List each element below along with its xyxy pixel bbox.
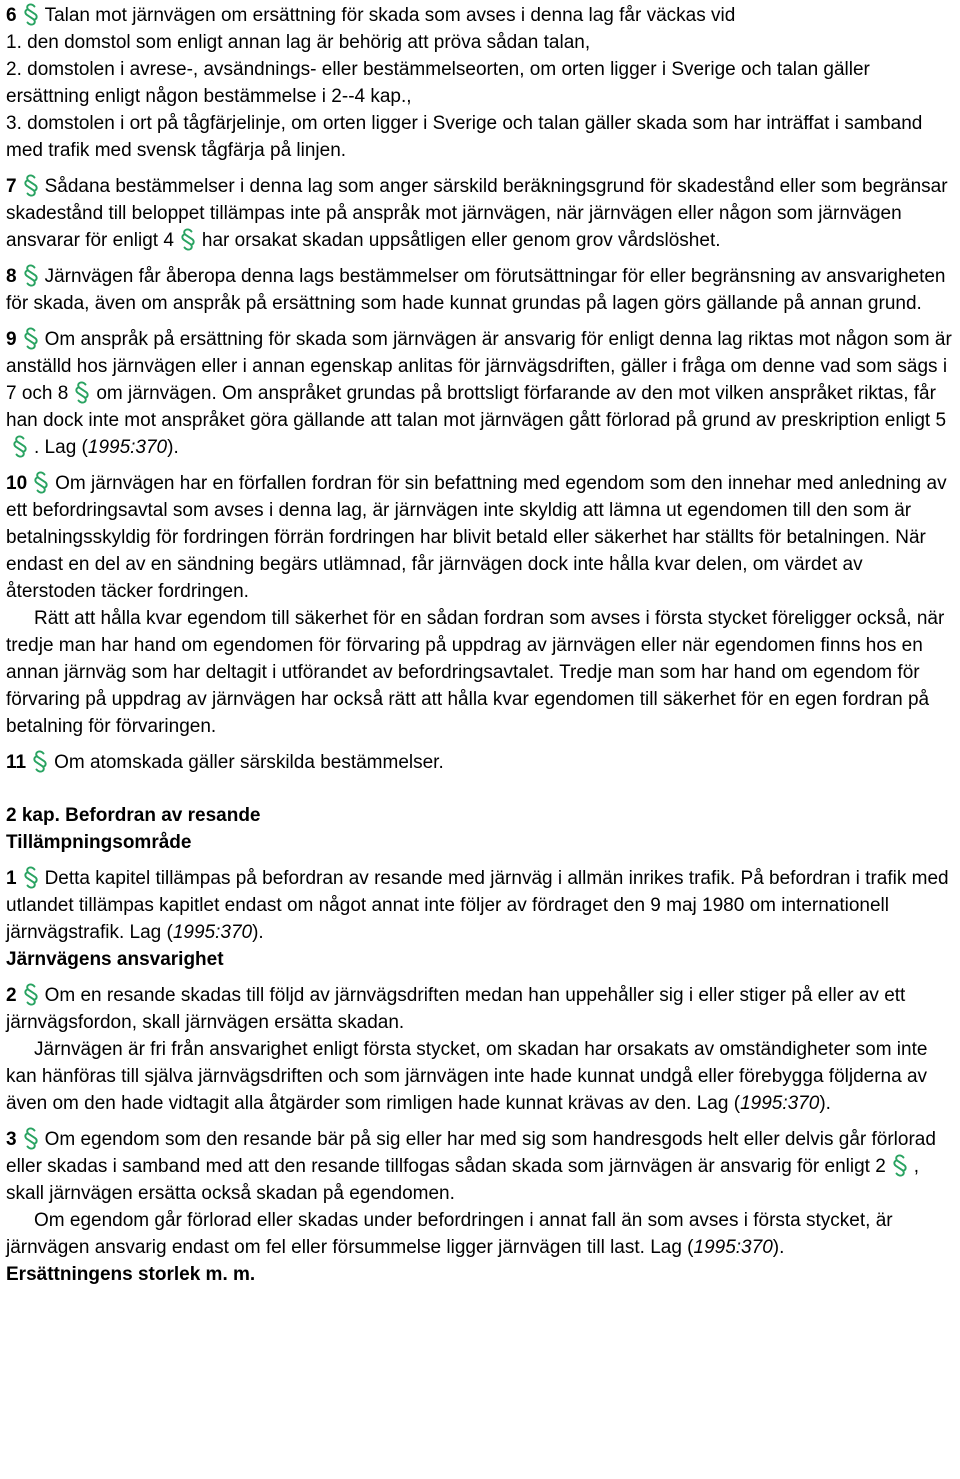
chapter2-section-2-paragraph-2: Järnvägen är fri från ansvarighet enligt första stycket, om skadan har orsakats av omständigheter som inte kan hänföras till själva järnvägsdriften och som järnvägen inte hade kunnat undgå eller förebygga följderna av även om den hade vidtagit alla åtgärder som rimligen hade kunnat krävas av den. Lag (1995:370). <box>6 1039 928 1114</box>
subheading-compensation: Ersättningens storlek m. m. <box>6 1264 256 1285</box>
section-sign-icon <box>21 264 41 287</box>
section-10-paragraph-2: Rätt att hålla kvar egendom till säkerhet för en sådan fordran som avses i första stycket föreligger också, när tredje man har hand om egendomen för förvaring på uppdrag av järnvägen eller när egendomen finns hos en annan järnväg som har deltagit i utförandet av befordringsavtalet. Tredje man som har hand om egendom för förvaring på uppdrag av järnvägen har också rätt att hålla kvar egendomen till säkerhet för en egen fordran på betalning för förvaringen. <box>6 608 945 737</box>
section-11-text: 11 Om atomskada gäller särskilda bestämmelser. <box>6 752 444 773</box>
law-reference-link[interactable]: 1995:370 <box>740 1093 820 1114</box>
section-6-item-1: 1. den domstol som enligt annan lag är behörig att pröva sådan talan, <box>6 32 591 53</box>
section-sign-icon <box>21 1127 41 1150</box>
section-number: 1 <box>6 868 17 889</box>
section-number: 8 <box>6 266 17 287</box>
section-number: 2 <box>6 985 17 1006</box>
chapter-title: 2 kap. Befordran av resande <box>6 805 261 826</box>
section-sign-icon <box>21 327 41 350</box>
subheading-liability: Järnvägens ansvarighet <box>6 949 224 970</box>
law-reference-link[interactable]: 1995:370 <box>693 1237 773 1258</box>
section-sign-icon <box>21 174 41 197</box>
chapter2-section-3-text: 3 Om egendom som den resande bär på sig eller har med sig som handresgods helt eller delvis går förlorad eller skadas i samband med att den resande tillfogas sådan skada som järnvägen är ansvarig för enligt 2 , skall järnvägen ersätta också skadan på egendomen. <box>6 1129 936 1204</box>
law-reference-link[interactable]: 1995:370 <box>87 437 168 458</box>
chapter2-section-3-paragraph-2: Om egendom går förlorad eller skadas under befordringen i annat fall än som avses i första stycket, är järnvägen ansvarig endast om fel eller försummelse ligger järnvägen till last. Lag (1995:370). <box>6 1210 893 1258</box>
section-sign-icon <box>21 983 41 1006</box>
section-sign-icon <box>890 1154 910 1177</box>
section-6-intro: Talan mot järnvägen om ersättning för skada som avses i denna lag får väckas vid <box>44 5 736 26</box>
section-8-text: 8 Järnvägen får åberopa denna lags bestämmelser om förutsättningar för eller begränsning av ansvarigheten för skada, även om anspråk på ersättning som hade kunnat grundas på lagen görs gällande på annan grund. <box>6 266 946 314</box>
section-number: 6 <box>6 5 17 26</box>
section-number: 10 <box>6 473 28 494</box>
section-sign-icon <box>178 228 198 251</box>
section-number: 9 <box>6 329 17 350</box>
section-sign-icon <box>21 3 41 26</box>
section-sign-icon <box>72 381 92 404</box>
law-reference-link[interactable]: 1995:370 <box>172 922 253 943</box>
section-number: 7 <box>6 176 17 197</box>
section-sign-icon <box>31 471 51 494</box>
section-10-text: 10 Om järnvägen har en förfallen fordran för sin befattning med egendom som den innehar med anledning av ett befordringsavtal som avses i denna lag, är järnvägen inte skyldig att lämna ut egendomen till den som är betalningsskyldig för fordringen förrän fordringen har blivit betald eller säkerhet har ställts för betalningen. När endast en del av en sändning begärs utlämnad, får järnvägen dock inte hålla kvar delen, om värdet av återstoden täcker fordringen. <box>6 473 947 602</box>
chapter2-section-1-text: 1 Detta kapitel tillämpas på befordran av resande med järnväg i allmän inrikes trafik. På befordran i trafik med utlandet tillämpas kapitlet endast om något annat inte följer av fördraget den 9 maj 1980 om internationell järnvägstrafik. Lag (1995:370). <box>6 868 949 943</box>
section-9-text: 9 Om anspråk på ersättning för skada som järnvägen är ansvarig för enligt denna lag riktas mot någon som är anställd hos järnvägen eller i annan egenskap anlitas för järnvägsdriften, gäller i fråga om denne vad som sägs i 7 och 8 om järnvägen. Om anspråket grundas på brottsligt förfarande av den mot vilken anspråket riktas, får han dock inte mot anspråket göra gällande att talan mot järnvägen gått förlorad på grund av preskription enligt 5 . Lag (1995:370). <box>6 329 952 458</box>
section-7-text: 7 Sådana bestämmelser i denna lag som anger särskild beräkningsgrund för skadestånd eller som begränsar skadestånd till beloppet tillämpas inte på anspråk mot järnvägen, när järnvägen eller någon som järnvägen ansvarar för enligt 4 har orsakat skadan uppsåtligen eller genom grov vårdslöshet. <box>6 176 948 251</box>
section-number: 3 <box>6 1129 17 1150</box>
chapter2-section-2-text: 2 Om en resande skadas till följd av järnvägsdriften medan han uppehåller sig i eller stiger på eller av ett järnvägsfordon, skall järnvägen ersätta skadan. <box>6 985 906 1033</box>
section-sign-icon <box>30 750 50 773</box>
section-sign-icon <box>10 435 30 458</box>
subheading-scope: Tillämpningsområde <box>6 832 192 853</box>
section-6-item-3: 3. domstolen i ort på tågfärjelinje, om orten ligger i Sverige och talan gäller skada som har inträffat i samband med trafik med svensk tågfärja på linjen. <box>6 113 923 161</box>
section-6-item-2: 2. domstolen i avrese-, avsändnings- eller bestämmelseorten, om orten ligger i Sverige och talan gäller ersättning enligt någon bestämmelse i 2--4 kap., <box>6 59 870 107</box>
section-sign-icon <box>21 866 41 889</box>
section-6-text <box>6 2 956 29</box>
section-number: 11 <box>6 752 27 773</box>
